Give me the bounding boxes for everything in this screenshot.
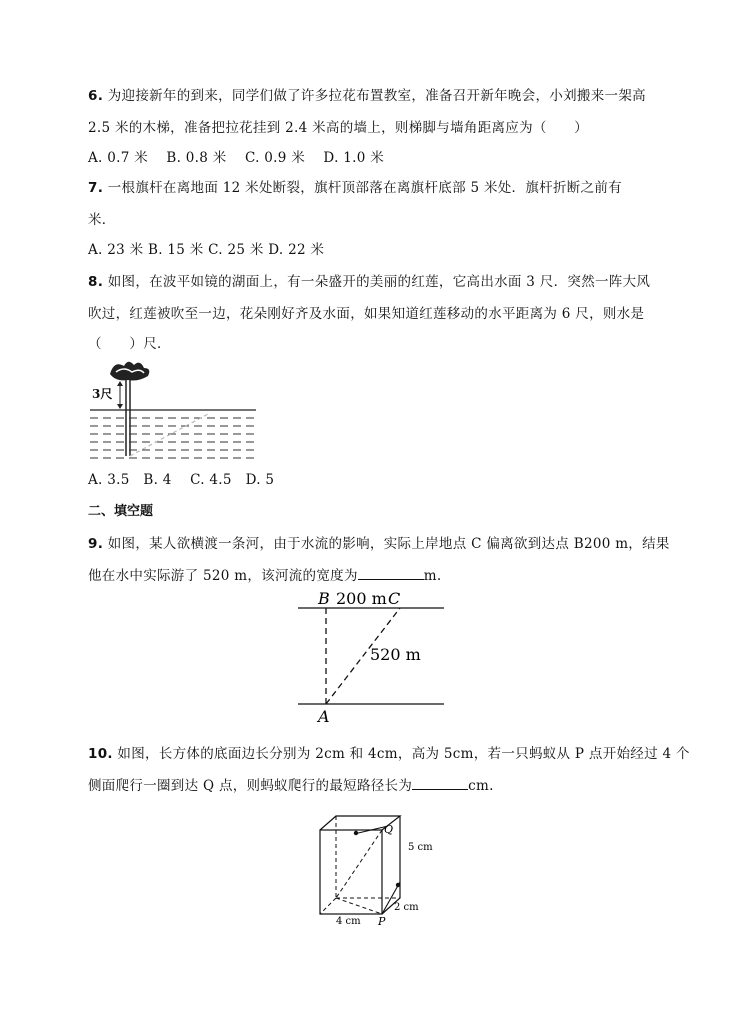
q9-diagonal-length: 520 m xyxy=(370,645,421,664)
q6-number: 6. xyxy=(88,88,104,104)
q9-point-b: B xyxy=(318,589,330,608)
q9-number: 9. xyxy=(88,536,104,552)
q9-text-1: 如图，某人欲横渡一条河，由于水流的影响，实际上岸地点 C 偏离欲到达点 B200 m，结果 xyxy=(107,536,670,552)
q10-point-p: P xyxy=(378,915,386,928)
q8-line-2: 吹过，红莲被吹至一边，花朵刚好齐及水面，如果知道红莲移动的水平距离为 6 尺，则水是 xyxy=(88,306,645,322)
section-title-fill-blank: 二、填空题 xyxy=(88,504,154,519)
q9-answer-blank xyxy=(358,567,424,580)
q10-length-label: 4 cm xyxy=(336,916,361,927)
q8-text-1: 如图，在波平如镜的湖面上，有一朵盛开的美丽的红莲，它高出水面 3 尺．突然一阵大风 xyxy=(107,274,651,290)
q9-point-c: C xyxy=(388,589,401,608)
q8-line-3: （ ）尺． xyxy=(88,336,171,352)
q8-options: A. 3.5 B. 4 C. 4.5 D. 5 xyxy=(88,472,275,488)
q10-point-q: Q xyxy=(384,823,394,836)
q10-number: 10. xyxy=(88,746,113,762)
q9-point-a: A xyxy=(318,707,330,724)
q10-unit: cm. xyxy=(468,778,494,794)
q9-line-2 xyxy=(88,564,441,584)
q7-text-1: 一根旗杆在离地面 12 米处断裂，旗杆顶部落在离旗杆底部 5 米处．旗杆折断之前有 xyxy=(107,180,622,196)
q10-text-1: 如图，长方体的底面边长分别为 2cm 和 4cm，高为 5cm，若一只蚂蚁从 P 点开始经过 4 个 xyxy=(117,746,690,762)
q6-line-1 xyxy=(88,84,646,104)
q10-line-2 xyxy=(88,774,494,794)
q9-top-length: 200 m xyxy=(336,589,387,608)
q9-line-1 xyxy=(88,532,670,552)
q7-line-1 xyxy=(88,176,622,196)
q9-unit: m. xyxy=(423,568,442,584)
q10-text-2: 侧面爬行一圈到达 Q 点，则蚂蚁爬行的最短路径长为 xyxy=(88,778,413,794)
q10-answer-blank xyxy=(412,777,468,790)
q7-line-2: 米． xyxy=(88,212,116,228)
q10-width-label: 2 cm xyxy=(394,902,419,913)
q8-line-1 xyxy=(88,270,650,290)
q6-line-2: 2.5 米的木梯，准备把拉花挂到 2.4 米高的墙上，则梯脚与墙角距离应为（ ） xyxy=(88,120,589,136)
q9-river-figure xyxy=(296,588,446,724)
q8-lotus-figure xyxy=(88,356,258,464)
q7-options: A. 23 米 B. 15 米 C. 25 米 D. 22 米 xyxy=(88,242,325,258)
q9-text-2: 他在水中实际游了 520 m，该河流的宽度为 xyxy=(88,568,358,584)
q6-text-1: 为迎接新年的到来，同学们做了许多拉花布置教室，准备召开新年晚会，小刘搬来一架高 xyxy=(107,88,646,104)
q6-options: A. 0.7 米 B. 0.8 米 C. 0.9 米 D. 1.0 米 xyxy=(88,150,385,166)
q7-number: 7. xyxy=(88,180,104,196)
q10-height-label: 5 cm xyxy=(408,842,433,853)
q10-line-1 xyxy=(88,742,690,762)
q8-figure-label: 3尺 xyxy=(92,387,113,401)
q8-number: 8. xyxy=(88,274,104,290)
q10-cuboid-figure xyxy=(310,808,440,928)
